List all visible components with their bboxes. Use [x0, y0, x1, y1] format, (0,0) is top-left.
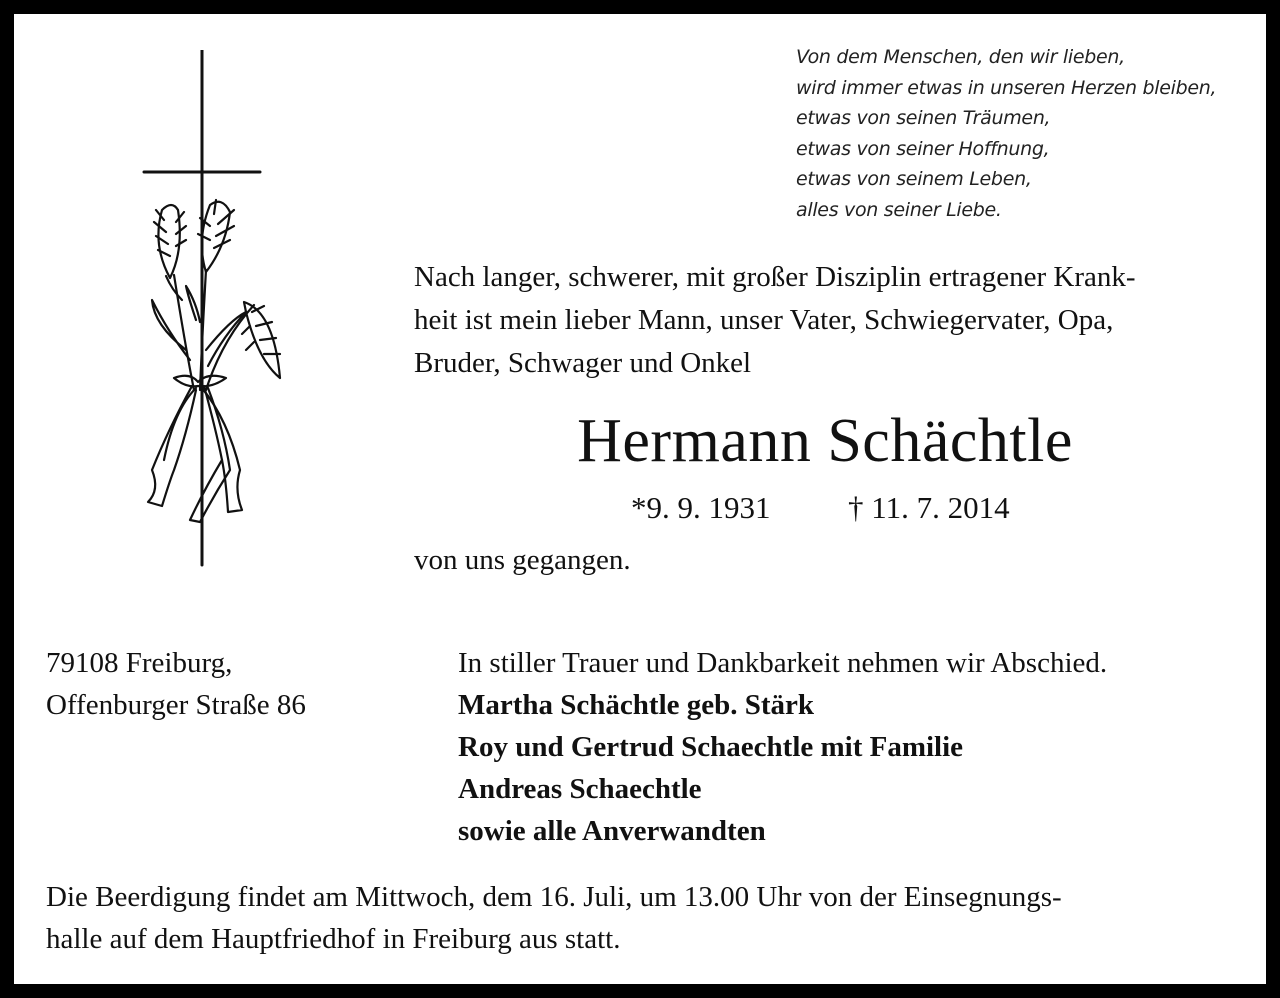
mourner-name: sowie alle Anverwandten: [458, 815, 766, 847]
poem-line: alles von seiner Liebe.: [796, 198, 1002, 221]
address-line: Offenburger Straße 86: [46, 689, 306, 721]
mourners: [458, 642, 1258, 852]
intro-line: Nach langer, schwerer, mit großer Disziplin ertragener Krank-: [414, 261, 1136, 293]
funeral-line: halle auf dem Hauptfriedhof in Freiburg aus statt.: [46, 923, 621, 955]
address-line: 79108 Freiburg,: [46, 647, 233, 679]
funeral-line: Die Beerdigung findet am Mittwoch, dem 16. Juli, um 13.00 Uhr von der Einsegnungs-: [46, 881, 1062, 913]
mourners-intro: In stiller Trauer und Dankbarkeit nehmen wir Abschied.: [458, 647, 1108, 679]
address: [46, 642, 306, 726]
poem: [796, 42, 1256, 226]
poem-line: wird immer etwas in unseren Herzen bleiben,: [796, 76, 1217, 99]
passed-away-text: von uns gegangen.: [414, 544, 631, 576]
intro-line: Bruder, Schwager und Onkel: [414, 347, 752, 379]
mourner-name: Andreas Schaechtle: [458, 773, 702, 805]
death-date: † 11. 7. 2014: [848, 490, 1010, 525]
poem-line: etwas von seiner Hoffnung,: [796, 137, 1050, 160]
intro-line: heit ist mein lieber Mann, unser Vater, Schwiegervater, Opa,: [414, 304, 1114, 336]
mourner-name: Roy und Gertrud Schaechtle mit Familie: [458, 731, 964, 763]
poem-line: etwas von seinem Leben,: [796, 168, 1032, 191]
cross-with-wheat-icon: [134, 50, 294, 570]
mourner-name: Martha Schächtle geb. Stärk: [458, 689, 815, 721]
poem-line: etwas von seinen Träumen,: [796, 107, 1051, 130]
intro-text: [414, 256, 1244, 385]
deceased-name: Hermann Schächtle: [577, 407, 1073, 475]
birth-date: *9. 9. 1931: [631, 490, 771, 525]
obituary-notice: [14, 14, 1266, 984]
poem-line: Von dem Menschen, den wir lieben,: [796, 46, 1125, 68]
funeral-info: [46, 876, 1246, 960]
